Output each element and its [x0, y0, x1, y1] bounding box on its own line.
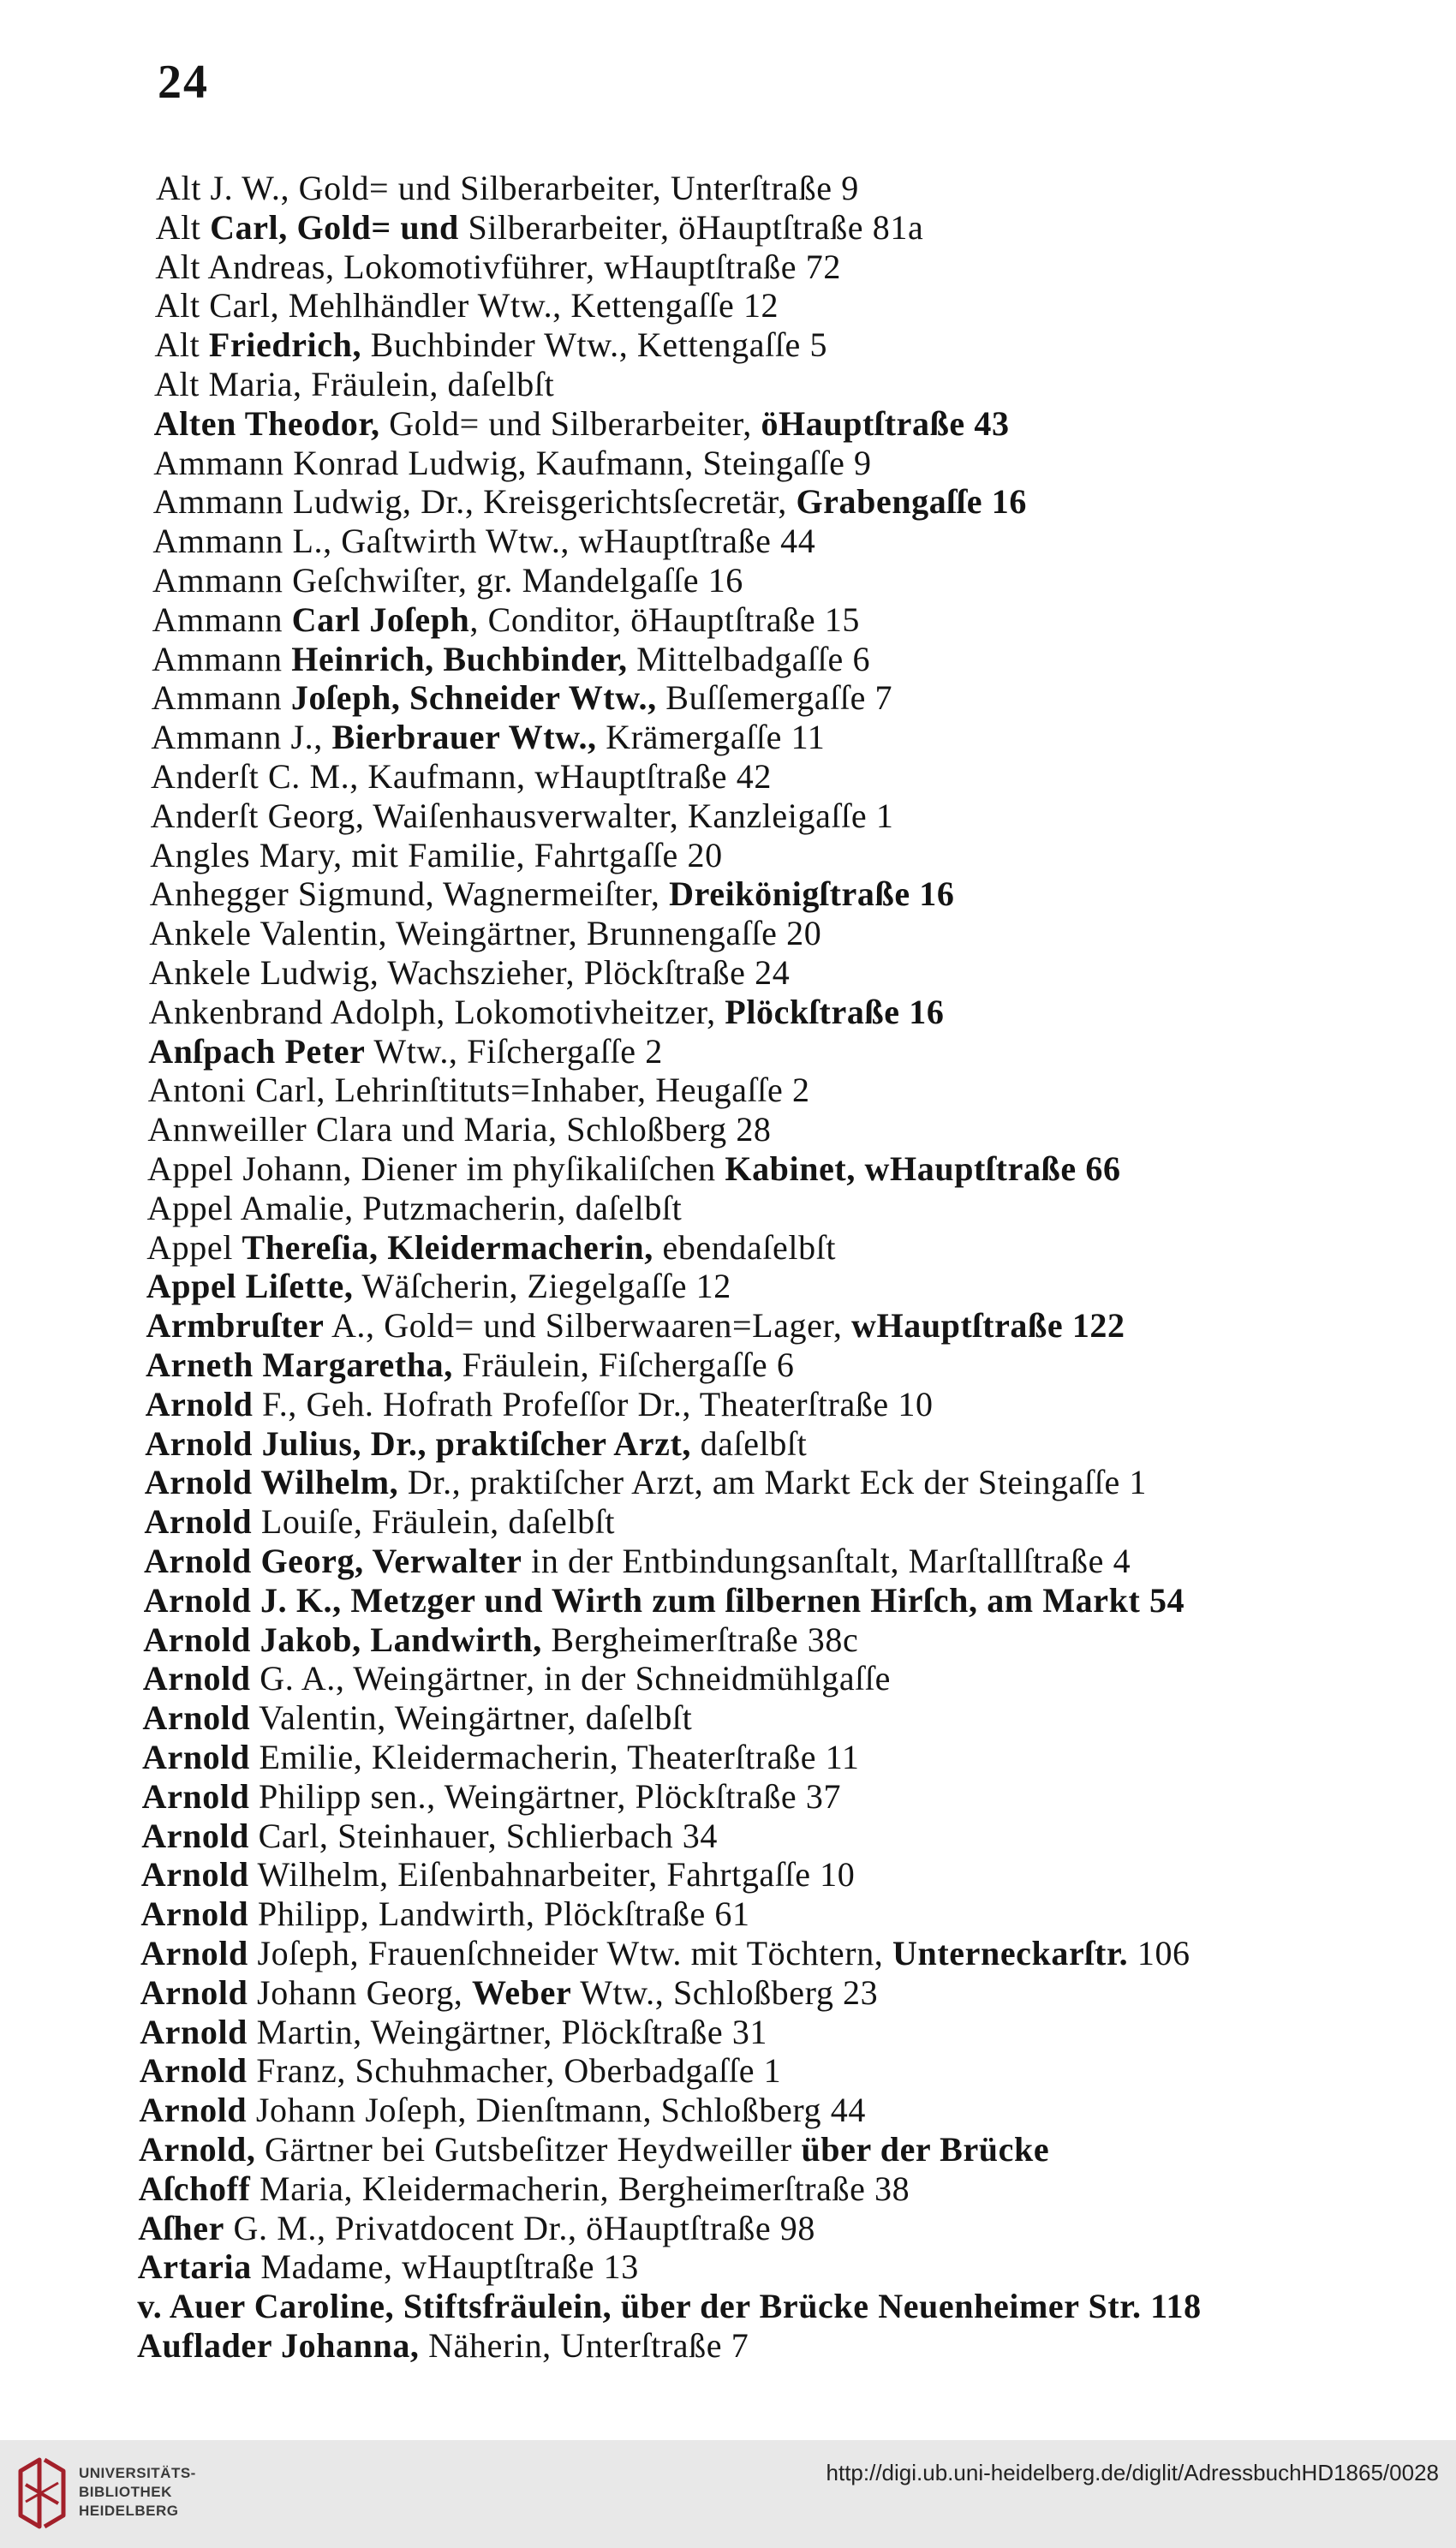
entry-text-bold: Arnold — [144, 1502, 253, 1542]
entry-text: Alt J. W., Gold= und Silberarbeiter, Unterſtraße 9 — [156, 169, 859, 207]
logo-stroke — [45, 2460, 63, 2527]
entry-line — [145, 1463, 1147, 1502]
entry-line — [154, 365, 554, 404]
entry-line — [144, 1581, 1185, 1620]
entry-line — [152, 640, 870, 679]
entry-line — [152, 600, 860, 640]
entry-line — [152, 561, 743, 600]
entry-text: Anhegger Sigmund, Wagnermeiſter, — [149, 874, 670, 914]
logo-line: UNIVERSITÄTS- — [79, 2465, 196, 2481]
entry-text-bold: Arnold — [140, 1972, 248, 2012]
address-entries-list — [0, 169, 1456, 2387]
entry-text-bold: Arnold J. K., Metzger und Wirth zum ſilbernen Hirſch, am Markt 54 — [143, 1580, 1185, 1620]
entry-text: Gärtner bei Gutsbeſitzer Heydweiller — [255, 2130, 802, 2169]
entry-text-bold: Kabinet, wHauptſtraße 66 — [725, 1149, 1121, 1188]
entry-text: F., Geh. Hofrath Profeſſor Dr., Theaterſtraße 10 — [253, 1384, 934, 1423]
entry-text-bold: Appel Liſette, — [146, 1267, 354, 1306]
entry-text: Wäſcherin, Ziegelgaſſe 12 — [353, 1267, 731, 1306]
entry-line — [140, 1973, 879, 2013]
entry-line — [152, 678, 892, 718]
entry-line — [153, 444, 871, 483]
entry-text: daſelbſt — [690, 1423, 808, 1463]
entry-line — [143, 1620, 858, 1660]
entry-text: Emilie, Kleidermacherin, Theaterſtraße 11 — [249, 1738, 860, 1776]
entry-line — [137, 2326, 749, 2366]
entry-text-bold: Arnold — [142, 1659, 251, 1698]
entry-text: Gold= und Silberarbeiter, — [379, 403, 761, 443]
entry-line — [149, 953, 790, 993]
entry-text: Johann Joſeph, Dienſtmann, Schloßberg 44 — [247, 2091, 866, 2130]
entry-text: Madame, wHauptſtraße 13 — [251, 2247, 639, 2287]
entry-line — [140, 2051, 781, 2091]
entry-text: Franz, Schuhmacher, Oberbadgaſſe 1 — [247, 2051, 782, 2091]
entry-line — [147, 1189, 683, 1228]
entry-text-bold: Heinrich, Buchbinder, — [291, 639, 628, 678]
entry-text-bold: Arnold — [140, 1855, 249, 1895]
entry-text: Annweiller Clara und Maria, Schloßberg 28 — [147, 1110, 772, 1149]
entry-text: Carl, Steinhauer, Schlierbach 34 — [249, 1816, 718, 1855]
entry-text-bold: Arnold — [141, 1816, 250, 1855]
entry-text-bold: Arnold Wilhelm, — [144, 1463, 399, 1502]
entry-text: Ammann Geſchwiſter, gr. Mandelgaſſe 16 — [152, 561, 743, 600]
entry-text-bold: Arnold — [142, 1738, 250, 1776]
entry-text: Dr., praktiſcher Arzt, am Markt Eck der Steingaſſe 1 — [398, 1463, 1148, 1502]
entry-line — [152, 522, 815, 561]
entry-text-bold: Aſher — [138, 2208, 224, 2247]
entry-line — [150, 874, 955, 914]
entry-line — [150, 836, 722, 875]
entry-text-bold: Plöckſtraße 16 — [725, 992, 945, 1031]
entry-line — [140, 1934, 1190, 1973]
entry-line — [143, 1659, 891, 1698]
entry-text: Wtw., Fiſchergaſſe 2 — [365, 1031, 663, 1071]
entry-line — [139, 2130, 1049, 2169]
library-logo-text — [79, 2464, 196, 2521]
entry-text: Alt — [155, 207, 211, 247]
entry-text: G. A., Weingärtner, in der Schneidmühlgaſſe — [250, 1659, 891, 1698]
entry-text: Appel Amalie, Putzmacherin, daſelbſt — [146, 1188, 683, 1227]
entry-text-bold: Joſeph, Schneider Wtw., — [290, 678, 657, 718]
entry-text-bold: Arnold — [139, 2051, 248, 2091]
entry-text: Philipp sen., Weingärtner, Plöckſtraße 37 — [249, 1776, 842, 1816]
entry-text: Alt — [154, 325, 209, 365]
entry-text: Ammann Ludwig, Dr., Kreisgerichtsſecretär, — [152, 482, 797, 522]
entry-text-bold: Carl, Gold= und — [210, 207, 459, 247]
entry-text: Louiſe, Fräulein, daſelbſt — [252, 1502, 616, 1542]
entry-text-bold: Arnold — [145, 1384, 254, 1423]
entry-text-bold: wHauptſtraße 122 — [851, 1306, 1125, 1346]
entry-text-bold: v. Auer Caroline, Stiftsfräulein, über der Brücke Neuenheimer Str. 118 — [137, 2287, 1202, 2326]
logo-stroke — [21, 2460, 39, 2527]
entry-text: Ammann — [151, 678, 291, 718]
entry-line — [142, 1738, 859, 1777]
entry-line — [141, 1817, 718, 1856]
entry-line — [147, 1149, 1121, 1189]
entry-text-bold: Weber — [472, 1972, 572, 2012]
entry-line — [148, 1032, 663, 1071]
entry-text: Ankenbrand Adolph, Lokomotivheitzer, — [148, 992, 725, 1031]
entry-text: Silberarbeiter, öHauptſtraße 81a — [458, 207, 924, 247]
entry-text: Maria, Kleidermacherin, Bergheimerſtraße 38 — [250, 2169, 910, 2208]
entry-text: Alt Andreas, Lokomotivführer, wHauptſtraße 72 — [155, 247, 841, 286]
entry-text-bold: Auflader Johanna, — [137, 2326, 420, 2365]
entry-text-bold: Bierbrauer Wtw., — [331, 718, 597, 757]
entry-text-bold: Arnold — [139, 2091, 248, 2130]
entry-line — [151, 797, 894, 836]
entry-line — [139, 2091, 866, 2130]
entry-line — [146, 1346, 795, 1385]
entry-text: Appel — [146, 1227, 242, 1267]
entry-text: Anderſt C. M., Kaufmann, wHauptſtraße 42 — [151, 757, 772, 796]
entry-line — [156, 169, 859, 208]
entry-text-bold: Arnold — [140, 1934, 248, 1972]
entry-text: Näherin, Unterſtraße 7 — [419, 2326, 749, 2365]
entry-line — [146, 1306, 1125, 1346]
entry-text: , Conditor, öHauptſtraße 15 — [469, 600, 861, 639]
entry-text: Ammann L., Gaſtwirth Wtw., wHauptſtraße 44 — [152, 522, 816, 561]
entry-text: Joſeph, Frauenſchneider Wtw. mit Töchtern, — [248, 1934, 893, 1972]
entry-text-bold: Arnold Julius, Dr., praktiſcher Arzt, — [145, 1423, 691, 1463]
entry-text: A., Gold= und Silberwaaren=Lager, — [324, 1306, 852, 1346]
entry-text-bold: Aſchoff — [138, 2169, 251, 2208]
entry-line — [138, 2247, 639, 2287]
entry-text-bold: Thereſia, Kleidermacherin, — [242, 1227, 653, 1267]
source-url: http://digi.ub.uni-heidelberg.de/diglit/AdressbuchHD1865/0028 — [826, 2460, 1439, 2485]
entry-line — [151, 718, 825, 757]
entry-line — [146, 1228, 836, 1268]
entry-text: Bergheimerſtraße 38c — [541, 1620, 859, 1659]
entry-line — [146, 1267, 731, 1306]
entry-line — [147, 1110, 771, 1149]
entry-text-bold: Arnold Jakob, Landwirth, — [143, 1620, 542, 1659]
entry-text-bold: Arnold — [141, 1776, 250, 1816]
entry-text: Ankele Ludwig, Wachszieher, Plöckſtraße 24 — [149, 953, 791, 992]
entry-text-bold: Carl Joſeph — [291, 600, 470, 639]
entry-text: Johann Georg, — [248, 1972, 473, 2012]
entry-line — [153, 482, 1027, 522]
entry-line — [149, 993, 945, 1032]
entry-text: G. M., Privatdocent Dr., öHauptſtraße 98 — [224, 2208, 815, 2247]
entry-text: ebendaſelbſt — [653, 1227, 837, 1267]
entry-text: Ammann — [152, 600, 292, 639]
entry-text: Appel Johann, Diener im phyſikaliſchen — [147, 1149, 725, 1188]
entry-text: Valentin, Weingärtner, daſelbſt — [250, 1698, 693, 1738]
entry-text: in der Entbindungsanſtalt, Marſtallſtraße 4 — [522, 1542, 1131, 1580]
entry-text-bold: Arnold Georg, Verwalter — [144, 1542, 522, 1580]
entry-text-bold: Arnold, — [139, 2130, 256, 2169]
entry-line — [144, 1542, 1131, 1581]
entry-text-bold: Unterneckarſtr. — [892, 1934, 1129, 1972]
entry-line — [145, 1424, 807, 1464]
entry-text: Alt Carl, Mehlhändler Wtw., Kettengaſſe 12 — [154, 286, 779, 325]
entry-text-bold: Friedrich, — [208, 325, 362, 365]
entry-text-bold: Arnold — [140, 2012, 248, 2051]
entry-text-bold: Grabengaſſe 16 — [796, 482, 1027, 522]
entry-text: Mittelbadgaſſe 6 — [627, 639, 871, 678]
entry-text-bold: öHauptſtraße 43 — [761, 403, 1010, 443]
entry-text: Ankele Valentin, Weingärtner, Brunnengaſſe 20 — [149, 914, 822, 953]
entry-line — [154, 404, 1010, 444]
entry-text: Ammann Konrad Ludwig, Kaufmann, Steingaſſe 9 — [153, 443, 872, 482]
entry-text-bold: Arneth Margaretha, — [146, 1346, 453, 1384]
entry-text-bold: Arnold — [142, 1698, 251, 1738]
entry-text-bold: Artaria — [137, 2247, 252, 2287]
logo-line: BIBLIOTHEK — [79, 2484, 172, 2500]
entry-line — [142, 1777, 842, 1817]
entry-text-bold: Dreikönigſtraße 16 — [669, 874, 955, 914]
entry-line — [146, 1385, 934, 1424]
entry-text: Buſſemergaſſe 7 — [656, 678, 893, 718]
entry-text: 106 — [1128, 1934, 1190, 1972]
entry-line — [141, 1855, 856, 1895]
logo-line: HEIDELBERG — [79, 2503, 179, 2519]
page-number: 24 — [158, 56, 209, 109]
entry-line — [144, 1502, 615, 1542]
entry-text-bold: Armbruſter — [146, 1306, 325, 1346]
entry-text-bold: Alten Theodor, — [153, 403, 380, 443]
entry-line — [142, 1698, 692, 1738]
entry-text-bold: Anſpach Peter — [148, 1031, 366, 1071]
entry-text: Martin, Weingärtner, Plöckſtraße 31 — [248, 2012, 768, 2051]
entry-text: Anderſt Georg, Waiſenhausverwalter, Kanzleigaſſe 1 — [150, 796, 894, 835]
entry-line — [151, 757, 772, 797]
entry-text: Alt Maria, Fräulein, daſelbſt — [154, 365, 555, 403]
entry-text: Ammann J., — [151, 718, 332, 757]
entry-line — [139, 2169, 910, 2209]
entry-line — [155, 286, 779, 325]
library-seal-icon — [14, 2452, 70, 2534]
entry-text: Buchbinder Wtw., Kettengaſſe 5 — [361, 325, 828, 365]
logo-stroke — [26, 2485, 58, 2503]
entry-line — [149, 914, 821, 953]
entry-line — [154, 325, 827, 365]
entry-line — [155, 248, 841, 287]
entry-text-bold: Arnold — [140, 1895, 249, 1934]
footer-bar — [0, 2440, 1456, 2548]
entry-text: Ammann — [152, 639, 292, 678]
entry-text: Antoni Carl, Lehrinſtituts=Inhaber, Heugaſſe 2 — [147, 1071, 810, 1110]
entry-text: Angles Mary, mit Familie, Fahrtgaſſe 20 — [150, 835, 723, 874]
entry-text-bold: über der Brücke — [801, 2130, 1050, 2169]
entry-text: Wtw., Schloßberg 23 — [571, 1972, 879, 2012]
entry-line — [137, 2287, 1201, 2326]
entry-line — [156, 208, 924, 248]
entry-line — [140, 1895, 749, 1934]
entry-text: Krämergaſſe 11 — [596, 718, 826, 757]
entry-line — [140, 2013, 767, 2052]
entry-text: Wilhelm, Eiſenbahnarbeiter, Fahrtgaſſe 10 — [248, 1855, 856, 1895]
entry-line — [138, 2209, 815, 2248]
entry-text: Fräulein, Fiſchergaſſe 6 — [452, 1346, 795, 1384]
entry-line — [148, 1071, 810, 1110]
entry-text: Philipp, Landwirth, Plöckſtraße 61 — [248, 1895, 750, 1934]
